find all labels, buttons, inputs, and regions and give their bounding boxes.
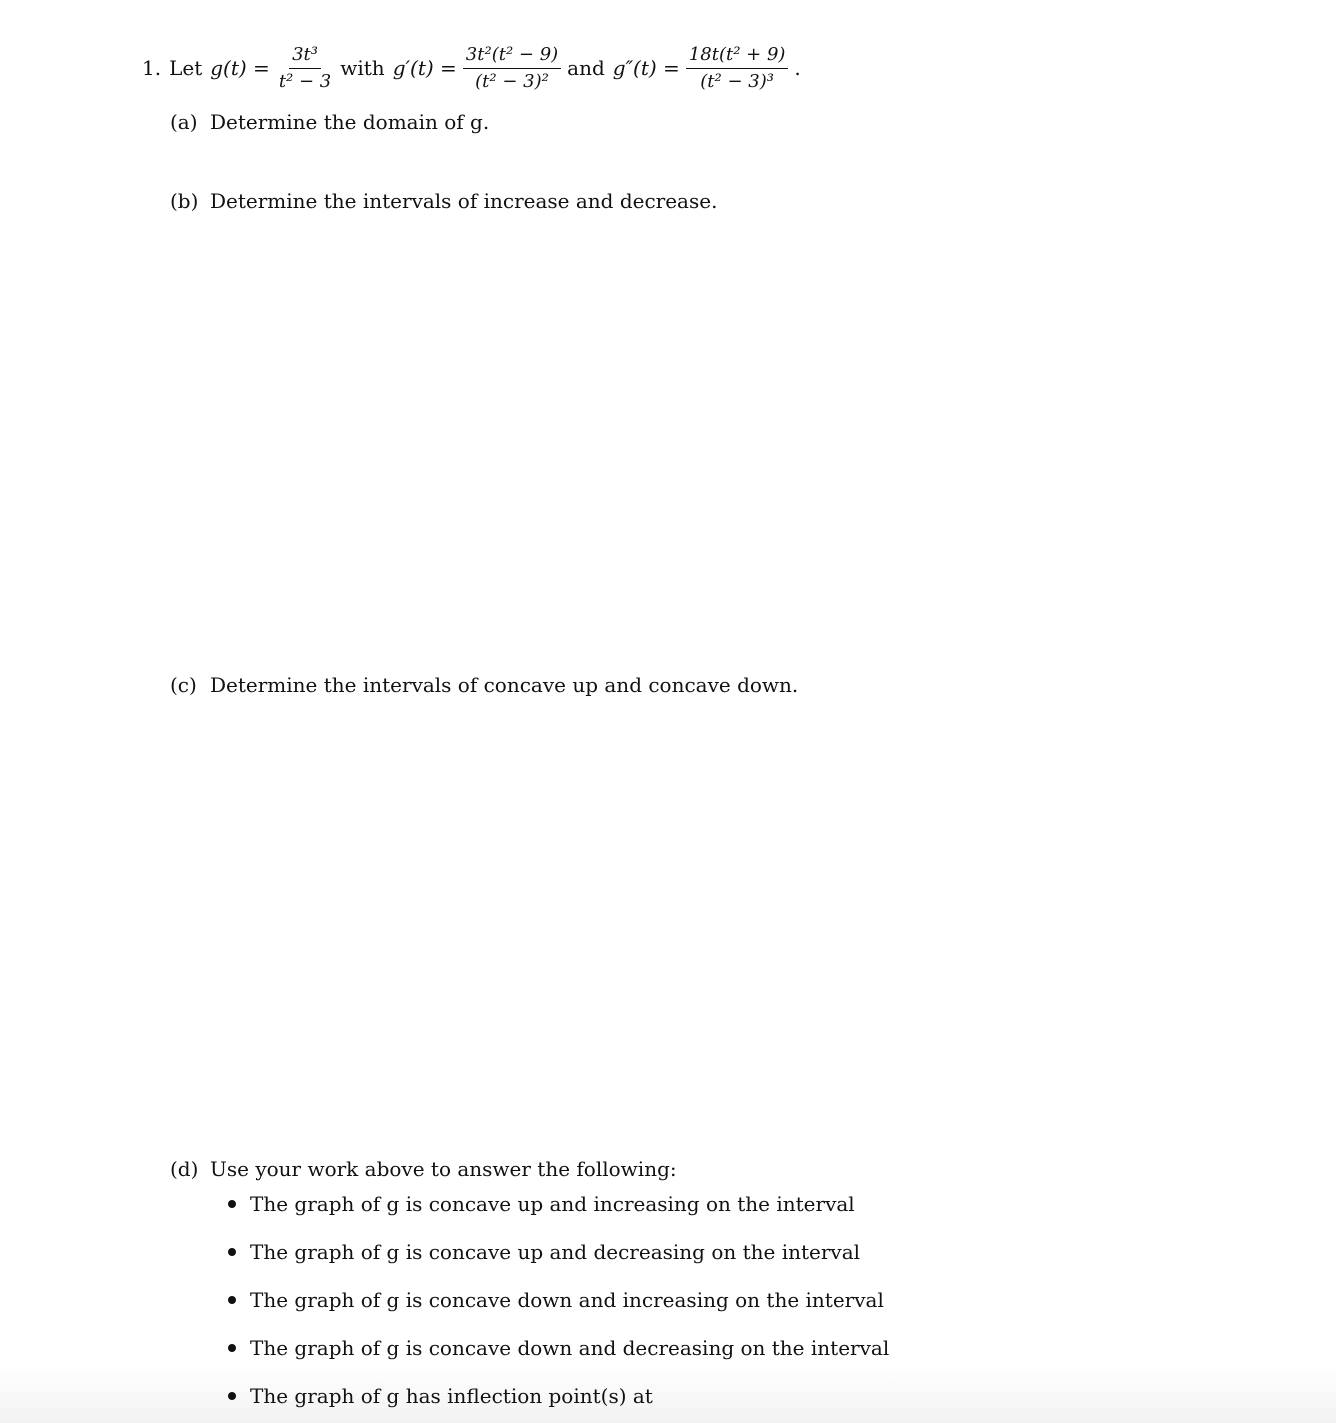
bullet-icon (228, 1296, 236, 1304)
g-double-prime-lhs: g″(t) = (612, 56, 680, 80)
with-text: with (340, 56, 385, 80)
list-item (228, 1240, 860, 1264)
bullet-text: The graph of g is concave up and decreasing on the interval (250, 1240, 861, 1264)
list-item (228, 1192, 855, 1216)
part-b-text: Determine the intervals of increase and decrease. (210, 189, 718, 213)
bullet-icon (228, 1248, 236, 1256)
g-prime-fraction (463, 44, 561, 93)
and-text: and (567, 56, 605, 80)
part-d (170, 1157, 677, 1181)
g-double-prime-fraction (686, 44, 789, 93)
g-fraction (276, 44, 334, 93)
part-a-text: Determine the domain of g. (210, 110, 490, 134)
bullet-text: The graph of g is concave up and increasing on the interval (250, 1192, 855, 1216)
part-a (170, 110, 489, 134)
list-item (228, 1336, 889, 1360)
problem-statement (142, 36, 801, 100)
g-definition-lhs: g(t) = (210, 56, 270, 80)
bullet-text: The graph of g is concave down and increasing on the interval (250, 1288, 884, 1312)
part-b-label: (b) (170, 189, 199, 213)
part-d-text: Use your work above to answer the following: (210, 1157, 677, 1181)
part-a-label: (a) (170, 110, 198, 134)
bullet-icon (228, 1344, 236, 1352)
part-d-label: (d) (170, 1157, 199, 1181)
bullet-icon (228, 1200, 236, 1208)
part-c-label: (c) (170, 673, 197, 697)
problem-lead: Let (169, 56, 203, 80)
list-item (228, 1384, 653, 1408)
end-punctuation: . (794, 56, 801, 80)
bullet-text: The graph of g has inflection point(s) at (250, 1384, 653, 1408)
bullet-text: The graph of g is concave down and decreasing on the interval (250, 1336, 890, 1360)
bullet-icon (228, 1392, 236, 1400)
part-c (170, 673, 798, 697)
problem-number: 1. (142, 56, 162, 80)
g-double-prime-numerator: 18t(t² + 9) (686, 44, 789, 69)
g-double-prime-denominator: (t² − 3)³ (700, 70, 774, 92)
part-c-text: Determine the intervals of concave up and concave down. (210, 673, 799, 697)
g-denominator: t² − 3 (278, 70, 332, 92)
g-numerator: 3t³ (289, 44, 321, 69)
part-b (170, 189, 717, 213)
g-prime-denominator: (t² − 3)² (475, 70, 549, 92)
g-prime-lhs: g′(t) = (392, 56, 457, 80)
list-item (228, 1288, 884, 1312)
g-prime-numerator: 3t²(t² − 9) (463, 44, 561, 69)
